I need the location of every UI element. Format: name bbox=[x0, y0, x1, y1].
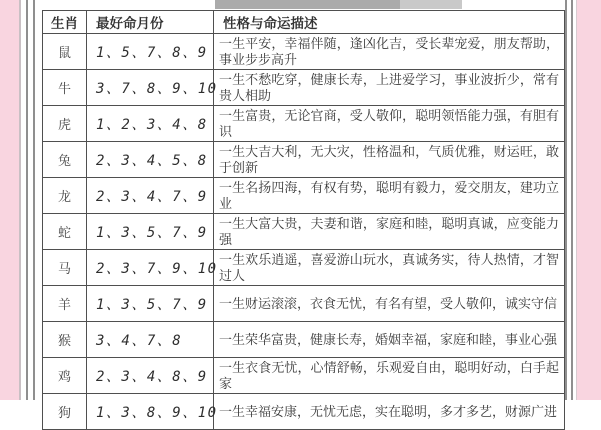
months-cell: 1、5、7、8、9 bbox=[87, 34, 214, 70]
left-rule-line-inner bbox=[33, 0, 35, 400]
zodiac-cell: 龙 bbox=[43, 178, 87, 214]
months-cell: 3、4、7、8 bbox=[87, 322, 214, 358]
zodiac-fortune-table bbox=[42, 10, 565, 430]
column-header-months: 最好命月份 bbox=[87, 11, 214, 34]
description-cell: 一生幸福安康，无忧无虑，实在聪明，多才多艺，财源广进 bbox=[214, 394, 565, 430]
months-cell: 1、3、5、7、9 bbox=[87, 214, 214, 250]
months-cell: 3、7、8、9、10 bbox=[87, 70, 214, 106]
zodiac-cell: 虎 bbox=[43, 106, 87, 142]
description-cell: 一生衣食无忧，心情舒畅，乐观爱自由，聪明好动，白手起家 bbox=[214, 358, 565, 394]
table-row bbox=[43, 142, 565, 178]
months-cell: 2、3、7、9、10 bbox=[87, 250, 214, 286]
description-cell: 一生富贵，无论官商，受人敬仰，聪明领悟能力强，有胆有识 bbox=[214, 106, 565, 142]
description-cell: 一生大富大贵，夫妻和谐，家庭和睦，聪明真诚，应变能力强 bbox=[214, 214, 565, 250]
zodiac-cell: 蛇 bbox=[43, 214, 87, 250]
zodiac-cell: 马 bbox=[43, 250, 87, 286]
zodiac-cell: 猴 bbox=[43, 322, 87, 358]
left-rule-line-outer bbox=[26, 0, 28, 400]
zodiac-cell: 鸡 bbox=[43, 358, 87, 394]
zodiac-cell: 兔 bbox=[43, 142, 87, 178]
table-row bbox=[43, 250, 565, 286]
months-cell: 1、2、3、4、8 bbox=[87, 106, 214, 142]
left-page-edge bbox=[0, 0, 21, 400]
months-cell: 2、3、4、5、8 bbox=[87, 142, 214, 178]
table-row bbox=[43, 178, 565, 214]
table-row bbox=[43, 70, 565, 106]
description-cell: 一生不愁吃穿，健康长寿，上进爱学习，事业波折少，常有贵人相助 bbox=[214, 70, 565, 106]
right-page-edge bbox=[576, 0, 601, 400]
table-row bbox=[43, 286, 565, 322]
description-cell: 一生大吉大利，无大灾，性格温和，气质优雅，财运旺，敢于创新 bbox=[214, 142, 565, 178]
table-row bbox=[43, 358, 565, 394]
table-row bbox=[43, 34, 565, 70]
column-header-description: 性格与命运描述 bbox=[214, 11, 565, 34]
right-rule-line-inner bbox=[565, 0, 567, 400]
months-cell: 1、3、5、7、9 bbox=[87, 286, 214, 322]
header-row bbox=[43, 11, 565, 34]
table-row bbox=[43, 322, 565, 358]
zodiac-cell: 狗 bbox=[43, 394, 87, 430]
column-header-zodiac: 生肖 bbox=[43, 11, 87, 34]
zodiac-cell: 牛 bbox=[43, 70, 87, 106]
months-cell: 1、3、8、9、10 bbox=[87, 394, 214, 430]
zodiac-cell: 鼠 bbox=[43, 34, 87, 70]
top-gray-bar bbox=[215, 0, 462, 9]
description-cell: 一生荣华富贵，健康长寿，婚姻幸福，家庭和睦，事业心强 bbox=[214, 322, 565, 358]
table-row bbox=[43, 214, 565, 250]
months-cell: 2、3、4、8、9 bbox=[87, 358, 214, 394]
description-cell: 一生平安，幸福伴随，逢凶化吉，受长辈宠爱，朋友帮助，事业步步高升 bbox=[214, 34, 565, 70]
table-row bbox=[43, 106, 565, 142]
table-row bbox=[43, 394, 565, 430]
right-rule-line-outer bbox=[571, 0, 573, 400]
zodiac-cell: 羊 bbox=[43, 286, 87, 322]
description-cell: 一生欢乐逍遥，喜爱游山玩水，真诚务实，待人热情，才智过人 bbox=[214, 250, 565, 286]
description-cell: 一生财运滚滚，衣食无忧，有名有望，受人敬仰，诚实守信 bbox=[214, 286, 565, 322]
months-cell: 2、3、4、7、9 bbox=[87, 178, 214, 214]
description-cell: 一生名扬四海，有权有势，聪明有毅力，爱交朋友，建功立业 bbox=[214, 178, 565, 214]
